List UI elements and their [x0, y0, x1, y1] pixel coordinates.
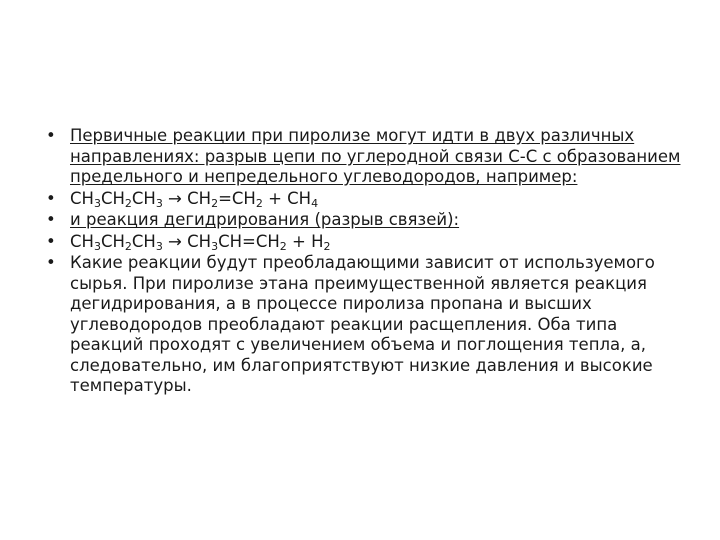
- bullet-list: [46, 126, 686, 398]
- list-item-dehydrogenation-equation: [46, 232, 686, 253]
- cracking-equation: $CH_3CH_2CH_3 \to CH_2=CH_2 + CH_4$: [70, 188, 319, 210]
- dehydrogenation-equation: $CH_3CH_2CH_3 \to CH_3CH=CH_2 + H_2$: [70, 231, 331, 253]
- dehydrogenation-text: и реакция дегидрирования (разрыв связей):: [70, 210, 460, 229]
- bullet-icon: •: [46, 231, 56, 251]
- bullet-icon: •: [46, 126, 56, 145]
- list-item-dehydrogenation: [46, 210, 686, 231]
- bullet-icon: •: [46, 253, 56, 272]
- list-item-cracking-equation: [46, 189, 686, 210]
- primary-reactions-text: Первичные реакции при пиролизе могут идти в двух различных направлениях: разрыв цепи по углеродной связи С-С с образованием предельного и непредельного углеводородов, например:: [70, 126, 681, 186]
- list-item-prevailing-reactions: [46, 253, 686, 397]
- prevailing-reactions-text: Какие реакции будут преобладающими зависит от используемого сырья. При пиролизе этана преимущественной является реакция дегидрирования, а в процессе пиролиза пропана и высших углеводородов преобладают реакции расщепления. Оба типа реакций проходят с увеличением объема и поглощения тепла, а, следовательно, им благоприятствуют низкие давления и высокие температуры.: [70, 253, 655, 395]
- bullet-icon: •: [46, 188, 56, 208]
- list-item-primary-reactions: [46, 126, 686, 188]
- bullet-icon: •: [46, 210, 56, 229]
